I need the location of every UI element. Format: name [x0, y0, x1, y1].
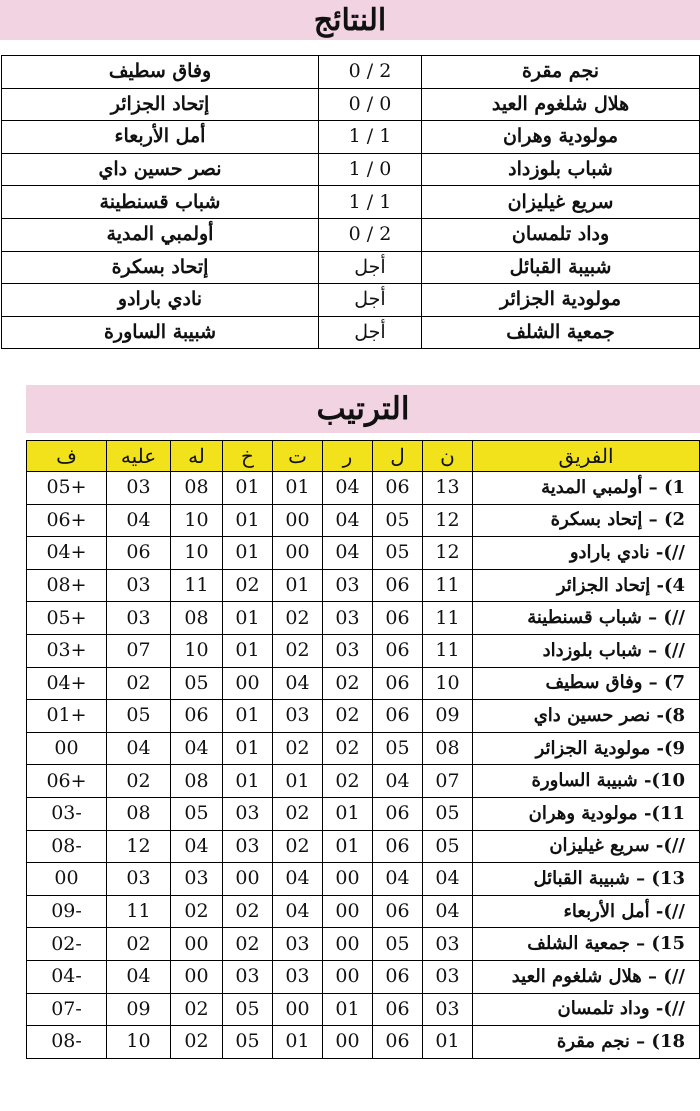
goals-against: 02 — [107, 667, 171, 700]
lost: 02 — [223, 928, 273, 961]
header-won: ر — [323, 441, 373, 472]
away-team: نادي بارادو — [2, 284, 319, 317]
won: 04 — [323, 504, 373, 537]
goals-for: 06 — [171, 700, 223, 733]
header-goals-for: له — [171, 441, 223, 472]
points: 05 — [423, 830, 473, 863]
won: 01 — [323, 993, 373, 1026]
points: 08 — [423, 732, 473, 765]
drawn: 01 — [273, 569, 323, 602]
standings-row — [27, 863, 700, 896]
match-score: 0 / 1 — [319, 153, 422, 186]
won: 04 — [323, 472, 373, 505]
played: 06 — [373, 700, 423, 733]
result-row — [2, 186, 700, 219]
goal-difference: +06 — [27, 504, 107, 537]
goals-against: 03 — [107, 569, 171, 602]
won: 02 — [323, 732, 373, 765]
standings-row — [27, 700, 700, 733]
goals-for: 10 — [171, 504, 223, 537]
team-name: //) – هلال شلغوم العيد — [473, 960, 700, 993]
played: 05 — [373, 928, 423, 961]
lost: 02 — [223, 895, 273, 928]
team-name: 15) – جمعية الشلف — [473, 928, 700, 961]
drawn: 01 — [273, 472, 323, 505]
goal-difference: +03 — [27, 634, 107, 667]
result-row — [2, 88, 700, 121]
won: 01 — [323, 830, 373, 863]
lost: 05 — [223, 993, 273, 1026]
header-goal-difference: ف — [27, 441, 107, 472]
home-team: وداد تلمسان — [422, 218, 700, 251]
standings-header-row — [27, 441, 700, 472]
goal-difference: +05 — [27, 472, 107, 505]
header-drawn: ت — [273, 441, 323, 472]
standings-row — [27, 634, 700, 667]
match-score: أجل — [319, 251, 422, 284]
goals-against: 03 — [107, 472, 171, 505]
won: 04 — [323, 537, 373, 570]
played: 06 — [373, 667, 423, 700]
header-lost: خ — [223, 441, 273, 472]
points: 04 — [423, 895, 473, 928]
standings-table — [26, 440, 700, 1059]
lost: 01 — [223, 472, 273, 505]
drawn: 01 — [273, 765, 323, 798]
match-score: 2 / 0 — [319, 56, 422, 89]
goals-against: 11 — [107, 895, 171, 928]
away-team: أولمبي المدية — [2, 218, 319, 251]
points: 01 — [423, 1026, 473, 1059]
drawn: 01 — [273, 1026, 323, 1059]
played: 05 — [373, 732, 423, 765]
played: 06 — [373, 634, 423, 667]
goal-difference: +04 — [27, 537, 107, 570]
goals-for: 10 — [171, 634, 223, 667]
standings-row — [27, 602, 700, 635]
goals-for: 04 — [171, 830, 223, 863]
goals-against: 03 — [107, 602, 171, 635]
standings-title: الترتيب — [26, 385, 700, 433]
won: 00 — [323, 1026, 373, 1059]
lost: 05 — [223, 1026, 273, 1059]
home-team: مولودية وهران — [422, 121, 700, 154]
team-name: 8)- نصر حسين داي — [473, 700, 700, 733]
lost: 01 — [223, 700, 273, 733]
lost: 01 — [223, 602, 273, 635]
goal-difference: -09 — [27, 895, 107, 928]
team-name: //) – شباب قسنطينة — [473, 602, 700, 635]
lost: 03 — [223, 797, 273, 830]
result-row — [2, 251, 700, 284]
team-name: //)- وداد تلمسان — [473, 993, 700, 1026]
away-team: أمل الأربعاء — [2, 121, 319, 154]
points: 12 — [423, 537, 473, 570]
points: 09 — [423, 700, 473, 733]
goals-against: 04 — [107, 504, 171, 537]
goal-difference: -08 — [27, 1026, 107, 1059]
home-team: شباب بلوزداد — [422, 153, 700, 186]
standings-row — [27, 1026, 700, 1059]
team-name: 4)- إتحاد الجزائر — [473, 569, 700, 602]
drawn: 00 — [273, 537, 323, 570]
drawn: 03 — [273, 700, 323, 733]
points: 12 — [423, 504, 473, 537]
goals-for: 03 — [171, 863, 223, 896]
drawn: 00 — [273, 993, 323, 1026]
lost: 01 — [223, 504, 273, 537]
drawn: 04 — [273, 863, 323, 896]
goals-against: 03 — [107, 863, 171, 896]
team-name: 10)- شبيبة الساورة — [473, 765, 700, 798]
results-table — [1, 55, 700, 349]
won: 00 — [323, 863, 373, 896]
goals-for: 00 — [171, 928, 223, 961]
drawn: 03 — [273, 928, 323, 961]
points: 13 — [423, 472, 473, 505]
won: 00 — [323, 960, 373, 993]
goals-against: 12 — [107, 830, 171, 863]
results-title: النتائج — [0, 0, 700, 40]
team-name: //)- سريع غيليزان — [473, 830, 700, 863]
home-team: جمعية الشلف — [422, 316, 700, 349]
played: 05 — [373, 537, 423, 570]
goals-for: 08 — [171, 765, 223, 798]
standings-row — [27, 667, 700, 700]
away-team: إتحاد الجزائر — [2, 88, 319, 121]
played: 04 — [373, 765, 423, 798]
goal-difference: -07 — [27, 993, 107, 1026]
match-score: 1 / 1 — [319, 186, 422, 219]
played: 06 — [373, 602, 423, 635]
home-team: شبيبة القبائل — [422, 251, 700, 284]
goal-difference: +01 — [27, 700, 107, 733]
header-played: ل — [373, 441, 423, 472]
header-points: ن — [423, 441, 473, 472]
goals-for: 02 — [171, 1026, 223, 1059]
played: 06 — [373, 1026, 423, 1059]
drawn: 03 — [273, 960, 323, 993]
goals-for: 02 — [171, 993, 223, 1026]
result-row — [2, 56, 700, 89]
won: 03 — [323, 602, 373, 635]
goals-against: 06 — [107, 537, 171, 570]
points: 05 — [423, 797, 473, 830]
standings-row — [27, 504, 700, 537]
match-score: 2 / 0 — [319, 218, 422, 251]
team-name: 11)- مولودية وهران — [473, 797, 700, 830]
won: 01 — [323, 797, 373, 830]
drawn: 04 — [273, 895, 323, 928]
won: 00 — [323, 928, 373, 961]
goals-for: 05 — [171, 797, 223, 830]
played: 06 — [373, 960, 423, 993]
won: 02 — [323, 700, 373, 733]
played: 06 — [373, 830, 423, 863]
played: 04 — [373, 863, 423, 896]
result-row — [2, 218, 700, 251]
standings-row — [27, 895, 700, 928]
won: 02 — [323, 765, 373, 798]
home-team: نجم مقرة — [422, 56, 700, 89]
goals-against: 02 — [107, 928, 171, 961]
match-score: 0 / 0 — [319, 88, 422, 121]
won: 03 — [323, 569, 373, 602]
team-name: //)- أمل الأربعاء — [473, 895, 700, 928]
team-name: 9)- مولودية الجزائر — [473, 732, 700, 765]
team-name: //)- نادي بارادو — [473, 537, 700, 570]
lost: 01 — [223, 732, 273, 765]
team-name: 7) – وفاق سطيف — [473, 667, 700, 700]
goal-difference: -03 — [27, 797, 107, 830]
drawn: 02 — [273, 797, 323, 830]
goals-against: 08 — [107, 797, 171, 830]
goals-against: 10 — [107, 1026, 171, 1059]
goals-for: 10 — [171, 537, 223, 570]
goals-for: 00 — [171, 960, 223, 993]
points: 03 — [423, 928, 473, 961]
match-score: 1 / 1 — [319, 121, 422, 154]
goals-for: 08 — [171, 472, 223, 505]
team-name: 18) – نجم مقرة — [473, 1026, 700, 1059]
lost: 01 — [223, 765, 273, 798]
lost: 01 — [223, 634, 273, 667]
standings-row — [27, 830, 700, 863]
standings-row — [27, 993, 700, 1026]
played: 06 — [373, 895, 423, 928]
team-name: //) – شباب بلوزداد — [473, 634, 700, 667]
team-name: 13) – شبيبة القبائل — [473, 863, 700, 896]
standings-row — [27, 960, 700, 993]
drawn: 04 — [273, 667, 323, 700]
lost: 00 — [223, 667, 273, 700]
points: 07 — [423, 765, 473, 798]
won: 03 — [323, 634, 373, 667]
standings-row — [27, 537, 700, 570]
match-score: أجل — [319, 284, 422, 317]
goals-for: 04 — [171, 732, 223, 765]
away-team: إتحاد بسكرة — [2, 251, 319, 284]
goals-against: 02 — [107, 765, 171, 798]
home-team: سريع غيليزان — [422, 186, 700, 219]
lost: 01 — [223, 537, 273, 570]
played: 06 — [373, 472, 423, 505]
goals-for: 05 — [171, 667, 223, 700]
goals-for: 11 — [171, 569, 223, 602]
standings-row — [27, 928, 700, 961]
goal-difference: +08 — [27, 569, 107, 602]
goals-against: 07 — [107, 634, 171, 667]
standings-row — [27, 569, 700, 602]
played: 06 — [373, 993, 423, 1026]
won: 02 — [323, 667, 373, 700]
lost: 02 — [223, 569, 273, 602]
played: 06 — [373, 569, 423, 602]
away-team: شبيبة الساورة — [2, 316, 319, 349]
goal-difference: +06 — [27, 765, 107, 798]
points: 03 — [423, 993, 473, 1026]
goal-difference: 00 — [27, 863, 107, 896]
standings-row — [27, 732, 700, 765]
goals-against: 04 — [107, 732, 171, 765]
drawn: 00 — [273, 504, 323, 537]
standings-row — [27, 797, 700, 830]
result-row — [2, 153, 700, 186]
points: 11 — [423, 569, 473, 602]
played: 05 — [373, 504, 423, 537]
team-name: 2) – إتحاد بسكرة — [473, 504, 700, 537]
goal-difference: -02 — [27, 928, 107, 961]
goal-difference: -08 — [27, 830, 107, 863]
goal-difference: -04 — [27, 960, 107, 993]
lost: 00 — [223, 863, 273, 896]
away-team: وفاق سطيف — [2, 56, 319, 89]
drawn: 02 — [273, 602, 323, 635]
result-row — [2, 316, 700, 349]
points: 11 — [423, 634, 473, 667]
drawn: 02 — [273, 634, 323, 667]
lost: 03 — [223, 960, 273, 993]
won: 00 — [323, 895, 373, 928]
points: 04 — [423, 863, 473, 896]
drawn: 02 — [273, 830, 323, 863]
goals-for: 02 — [171, 895, 223, 928]
played: 06 — [373, 797, 423, 830]
header-team: الفريق — [473, 441, 700, 472]
goals-for: 08 — [171, 602, 223, 635]
points: 03 — [423, 960, 473, 993]
team-name: 1) – أولمبي المدية — [473, 472, 700, 505]
goals-against: 04 — [107, 960, 171, 993]
result-row — [2, 121, 700, 154]
home-team: هلال شلغوم العيد — [422, 88, 700, 121]
goal-difference: 00 — [27, 732, 107, 765]
goals-against: 05 — [107, 700, 171, 733]
home-team: مولودية الجزائر — [422, 284, 700, 317]
standings-row — [27, 765, 700, 798]
goals-against: 09 — [107, 993, 171, 1026]
header-goals-against: عليه — [107, 441, 171, 472]
lost: 03 — [223, 830, 273, 863]
goal-difference: +04 — [27, 667, 107, 700]
result-row — [2, 284, 700, 317]
goal-difference: +05 — [27, 602, 107, 635]
away-team: شباب قسنطينة — [2, 186, 319, 219]
standings-row — [27, 472, 700, 505]
match-score: أجل — [319, 316, 422, 349]
points: 11 — [423, 602, 473, 635]
drawn: 02 — [273, 732, 323, 765]
points: 10 — [423, 667, 473, 700]
away-team: نصر حسين داي — [2, 153, 319, 186]
